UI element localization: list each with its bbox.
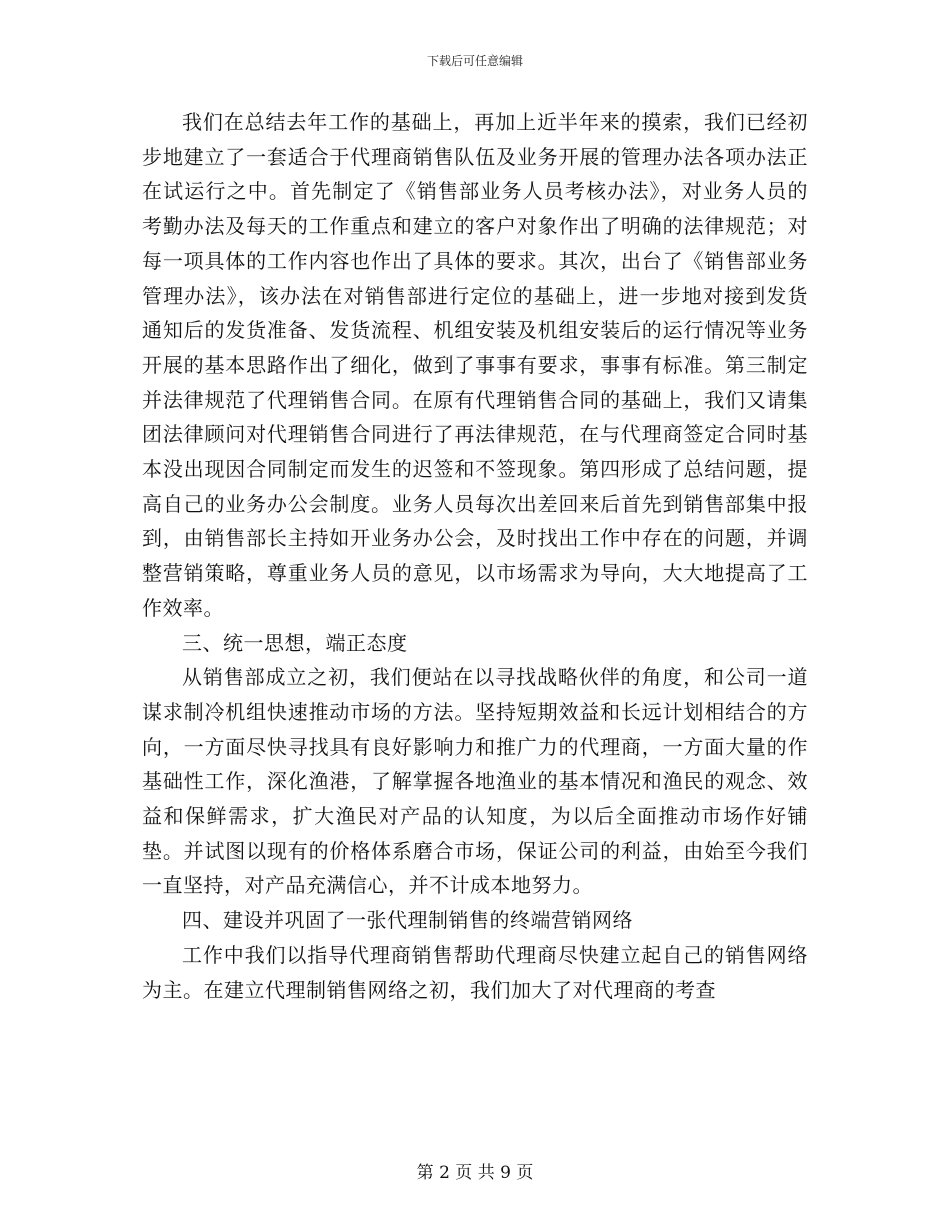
page-header: 下载后可任意编辑 [426, 54, 523, 68]
paragraph-management-methods: 我们在总结去年工作的基础上，再加上近半年来的摸索，我们已经初步地建立了一套适合于代理商销售队伍及业务开展的管理办法各项办法正在试运行之中。首先制定了《销售部业务人员考核办法》，对业务人员的考勤办法及每天的工作重点和建立的客户对象作出了明确的法律规范；对每一项具体的工作内容也作出了具体的要求。其次，出台了《销售部业务管理办法》，该办法在对销售部进行定位的基础上，进一步地对接到发货通知后的发货准备、发货流程、机组安装及机组安装后的运行情况等业务开展的基本思路作出了细化，做到了事事有要求，事事有标准。第三制定并法律规范了代理销售合同。在原有代理销售合同的基础上，我们又请集团法律顾问对代理销售合同进行了再法律规范，在与代理商签定合同时基本没出现因合同制定而发生的迟签和不签现象。第四形成了总结问题，提高自己的业务办公会制度。业务人员每次出差回来后首先到销售部集中报到，由销售部长主持如开业务办公会，及时找出工作中存在的问题，并调整营销策略，尊重业务人员的意见，以市场需求为导向，大大地提高了工作效率。 [142, 110, 808, 620]
section-heading-4: 四、建设并巩固了一张代理制销售的终端营销网络 [182, 908, 633, 933]
page-footer: 第 2 页 共 9 页 [416, 1163, 534, 1183]
paragraph-sales-network: 工作中我们以指导代理商销售帮助代理商尽快建立起自己的销售网络为主。在建立代理制销售网络之初，我们加大了对代理商的考查 [142, 942, 808, 1002]
section-heading-3: 三、统一思想，端正态度 [182, 630, 408, 655]
body-text [142, 105, 808, 1007]
paragraph-unify-thinking: 从销售部成立之初，我们便站在以寻找战略伙伴的角度，和公司一道谋求制冷机组快速推动市场的方法。坚持短期效益和长远计划相结合的方向，一方面尽快寻找具有良好影响力和推广力的代理商，一方面大量的作基础性工作，深化渔港，了解掌握各地渔业的基本情况和渔民的观念、效益和保鲜需求，扩大渔民对产品的认知度，为以后全面推动市场作好铺垫。并试图以现有的价格体系磨合市场，保证公司的利益，由始至今我们一直坚持，对产品充满信心，并不计成本地努力。 [142, 665, 808, 898]
